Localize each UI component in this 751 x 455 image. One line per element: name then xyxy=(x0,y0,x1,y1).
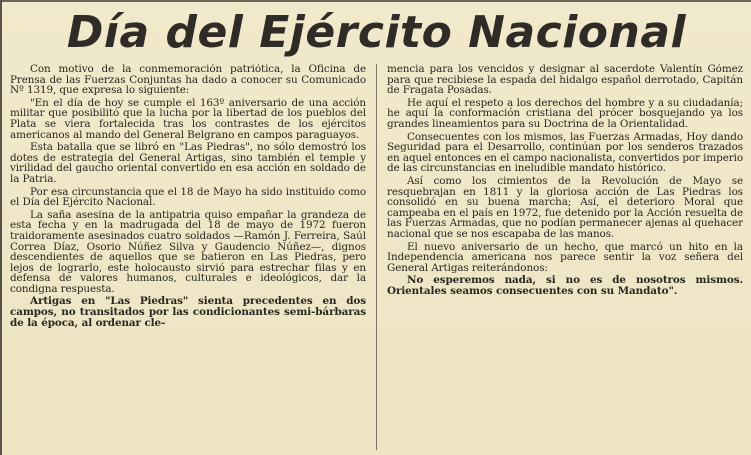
paragraph: Consecuentes con los mismos, las Fuerzas Armadas, Hoy dando Seguridad para el Desarrollo, continúan por los senderos trazados en aquel entonces en el campo nacionalista, convertidos por imperio de las circunstancias en ineludible mandato histórico. xyxy=(387,130,743,175)
paragraph: Así como los cimientos de la Revolución de Mayo se resquebrajan en 1811 y la gloriosa acción de Las Piedras los consolidó en su buena marcha; Así, el deterioro Moral que campeaba en el país en 1972, fue detenido por la Acción resuelta de las Fuerzas Armadas, que no podían permanecer ajenas al quehacer nacional que se nos escapaba de las manos. xyxy=(387,174,743,240)
article-body xyxy=(10,64,743,450)
paragraph: El nuevo aniversario de un hecho, que marcó un hito en la Independencia americana nos parece sentir la voz señera del General Artigas reiterándonos: xyxy=(387,240,743,274)
top-rule xyxy=(2,0,751,2)
paragraph: Con motivo de la conmemoración patriótica, la Oficina de Prensa de las Fuerzas Conjuntas ha dado a conocer su Comunicado Nº 1319, que expresa lo siguiente: xyxy=(10,64,366,97)
paragraph: mencia para los vencidos y designar al sacerdote Valentín Gómez para que recibiese la espada del hidalgo español derrotado, Capitán de Fragata Posadas. xyxy=(387,64,743,97)
paragraph: Esta batalla que se libró en "Las Piedras", no sólo demostró los dotes de estrategia del General Artigas, sino también el temple y virilidad del gaucho oriental convertido en esa acción en soldado de la Patria. xyxy=(10,141,366,185)
paragraph: La saña asesina de la antipatria quiso empañar la grandeza de esta fecha y en la madrugada del 18 de mayo de 1972 fueron traidoramente asesinados cuatro soldados —Ramón J. Ferreira, Saúl Correa Díaz, Osorio Núñez Silva y Gaudencio Núñez—, dignos descendientes de aquellos que se batieron en Las Piedras, pero lejos de lograrlo, este holocausto sirvió para estrechar filas y en defensa de valores humanos, culturales e ideológicos, dar la condigna respuesta. xyxy=(10,208,366,295)
right-column xyxy=(387,64,743,450)
left-column xyxy=(10,64,366,450)
paragraph: He aquí el respeto a los derechos del hombre y a su ciudadanía; he aquí la conformación cristiana del prócer bosquejando ya los grandes lineamientos para su Doctrina de la Orientalidad. xyxy=(387,96,743,130)
paragraph: No esperemos nada, si no es de nosotros mismos. Orientales seamos consecuentes con su Mandato". xyxy=(387,274,743,297)
paragraph: Artigas en "Las Piedras" sienta precedentes en dos campos, no transitados por las condicionantes semi-bárbaras de la época, al ordenar cle- xyxy=(10,295,366,329)
paragraph: Por esa circunstancia que el 18 de Mayo ha sido instituido como el Día del Ejército Nacional. xyxy=(10,185,366,209)
column-divider xyxy=(376,64,377,450)
headline: Día del Ejército Nacional xyxy=(66,7,687,58)
paragraph: "En el día de hoy se cumple el 163º aniversario de una acción militar que posibilitó que la lucha por la libertad de los pueblos del Plata se viera fortalecida tras los contrastes de los ejércitos americanos al mando del General Belgrano en campos paraguayos. xyxy=(10,96,366,141)
